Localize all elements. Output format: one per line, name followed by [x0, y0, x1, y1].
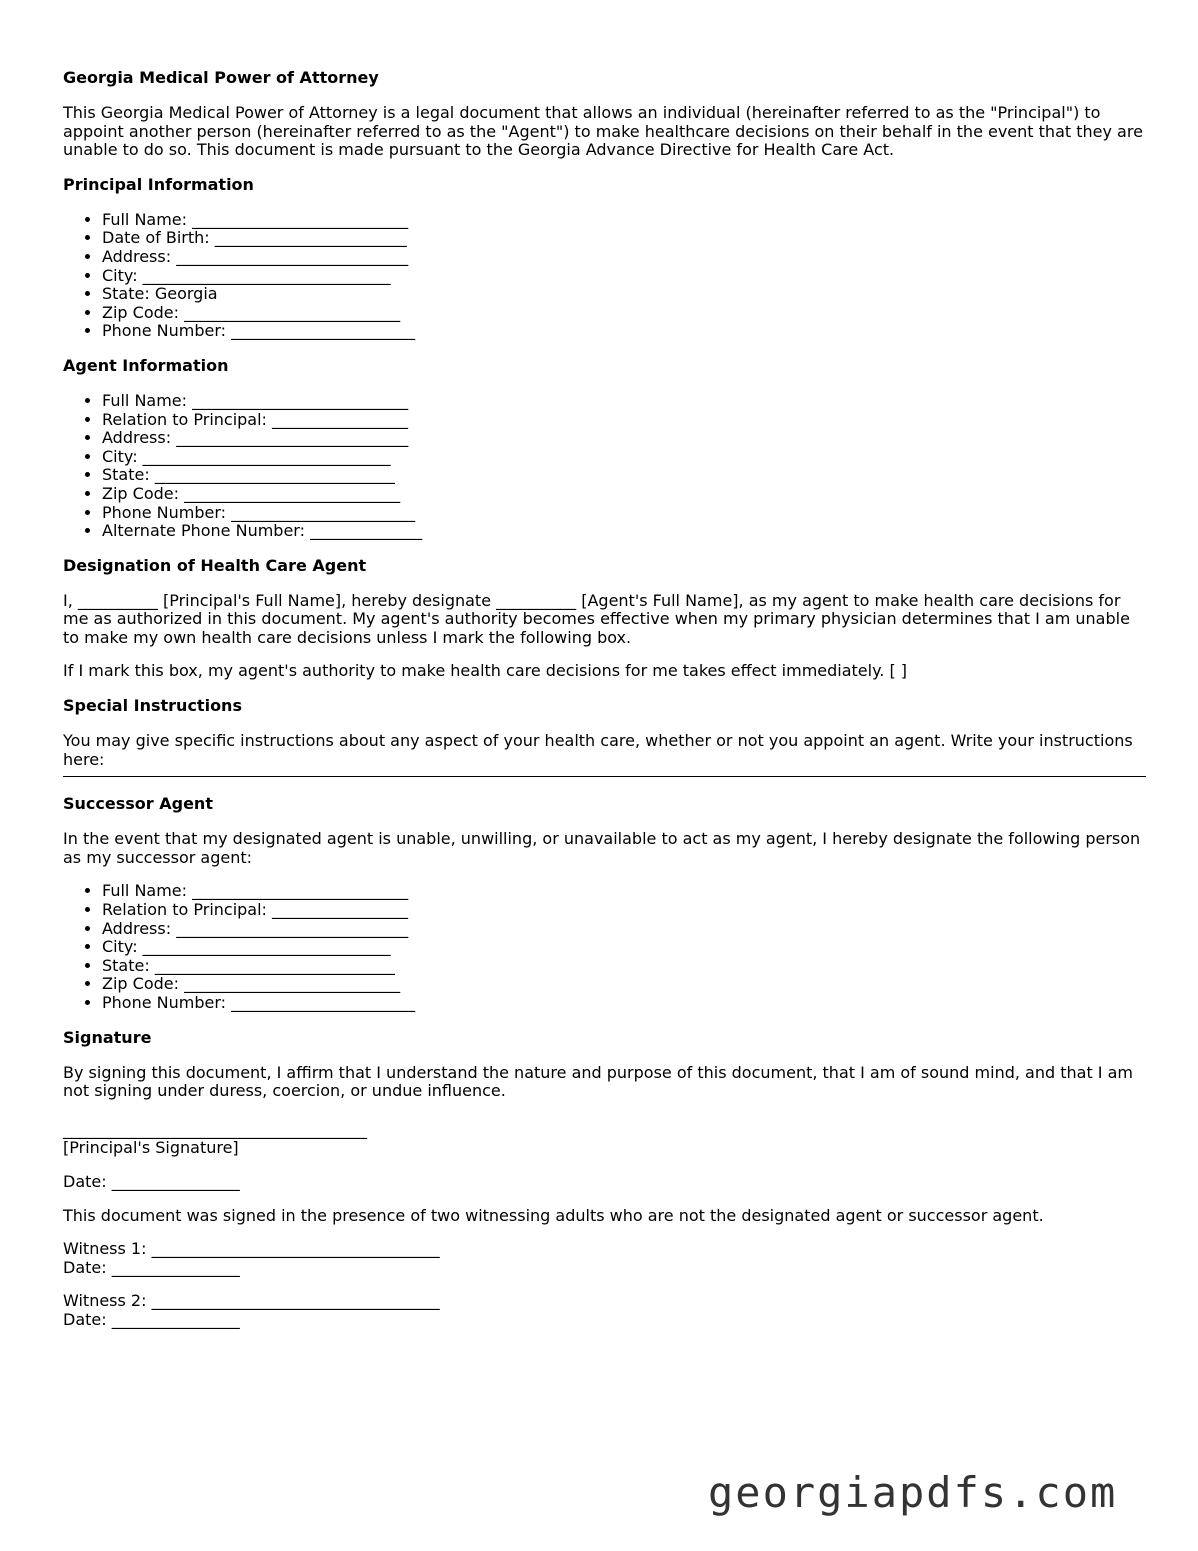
witness-2-date: Date: ________________	[63, 1309, 240, 1329]
witness-2-field	[63, 1292, 1146, 1329]
principal-phone: • Phone Number: _______________________	[102, 322, 1146, 341]
agent-alt-phone: • Alternate Phone Number: ______________	[102, 522, 1146, 541]
special-instructions-paragraph: You may give specific instructions about any aspect of your health care, whether or not you appoint an agent. Write your instructions here:	[63, 731, 1133, 769]
designation-heading: Designation of Health Care Agent	[63, 555, 367, 575]
principal-signature-label: [Principal's Signature]	[63, 1138, 239, 1158]
successor-city: • City: _______________________________	[102, 938, 1146, 957]
principal-signature-field	[63, 1121, 1146, 1158]
successor-zip: • Zip Code: ___________________________	[102, 975, 1146, 994]
agent-phone: • Phone Number: _______________________	[102, 504, 1146, 523]
signature-heading: Signature	[63, 1027, 152, 1047]
principal-signature-line: ______________________________________	[63, 1119, 367, 1139]
witness-1-date: Date: ________________	[63, 1257, 240, 1277]
agent-relation: • Relation to Principal: _________________	[102, 411, 1146, 430]
principal-heading: Principal Information	[63, 174, 254, 194]
signature-affirmation: By signing this document, I affirm that I understand the nature and purpose of this document, that I am of sound mind, and that I am not signing under duress, coercion, or undue influence.	[63, 1062, 1133, 1101]
agent-heading: Agent Information	[63, 355, 229, 375]
agent-full-name: • Full Name: ___________________________	[102, 392, 1146, 411]
instructions-line	[63, 776, 1146, 777]
successor-heading: Successor Agent	[63, 794, 213, 814]
successor-full-name: • Full Name: ___________________________	[102, 882, 1146, 901]
special-instructions-heading: Special Instructions	[63, 696, 242, 716]
agent-address: • Address: _____________________________	[102, 429, 1146, 448]
principal-full-name: • Full Name: ___________________________	[102, 211, 1146, 230]
witness-note: This document was signed in the presence of two witnessing adults who are not the designated agent or successor agent.	[63, 1205, 1044, 1225]
principal-signature-date: Date: ________________	[63, 1171, 240, 1191]
successor-state: • State: ______________________________	[102, 957, 1146, 976]
site-watermark: georgiapdfs.com	[708, 1468, 1118, 1517]
agent-list	[63, 392, 1146, 541]
successor-phone: • Phone Number: _______________________	[102, 994, 1146, 1013]
principal-state: • State: Georgia	[102, 285, 1146, 304]
principal-address: • Address: _____________________________	[102, 248, 1146, 267]
principal-list	[63, 211, 1146, 341]
agent-city: • City: _______________________________	[102, 448, 1146, 467]
designation-paragraph: I, __________ [Principal's Full Name], hereby designate __________ [Agent's Full Name], as my agent to make health care decisions for me as authorized in this document. My agent's authority becomes effective when my primary physician determines that I am unable to make my own health care decisions unless I mark the following box.	[63, 590, 1130, 647]
successor-list	[63, 882, 1146, 1012]
agent-zip: • Zip Code: ___________________________	[102, 485, 1146, 504]
immediate-effect-paragraph: If I mark this box, my agent's authority to make health care decisions for me takes effect immediately. [ ]	[63, 661, 908, 681]
intro-paragraph: This Georgia Medical Power of Attorney is a legal document that allows an individual (hereinafter referred to as the "Principal") to appoint another person (hereinafter referred to as the "Agent") to make healthcare decisions on their behalf in the event that they are unable to do so. This document is made pursuant to the Georgia Advance Directive for Health Care Act.	[63, 103, 1143, 160]
successor-address: • Address: _____________________________	[102, 920, 1146, 939]
document-page	[63, 68, 1146, 1345]
agent-state: • State: ______________________________	[102, 466, 1146, 485]
witness-2-line: Witness 2: ____________________________________	[63, 1291, 440, 1311]
successor-relation: • Relation to Principal: _________________	[102, 901, 1146, 920]
witness-1-field	[63, 1240, 1146, 1277]
document-title: Georgia Medical Power of Attorney	[63, 68, 379, 87]
principal-city: • City: _______________________________	[102, 267, 1146, 286]
principal-zip: • Zip Code: ___________________________	[102, 304, 1146, 323]
signature-block	[63, 1064, 1146, 1330]
successor-paragraph: In the event that my designated agent is unable, unwilling, or unavailable to act as my agent, I hereby designate the following person as my successor agent:	[63, 829, 1141, 867]
witness-1-line: Witness 1: ____________________________________	[63, 1239, 440, 1259]
principal-dob: • Date of Birth: ________________________	[102, 229, 1146, 248]
